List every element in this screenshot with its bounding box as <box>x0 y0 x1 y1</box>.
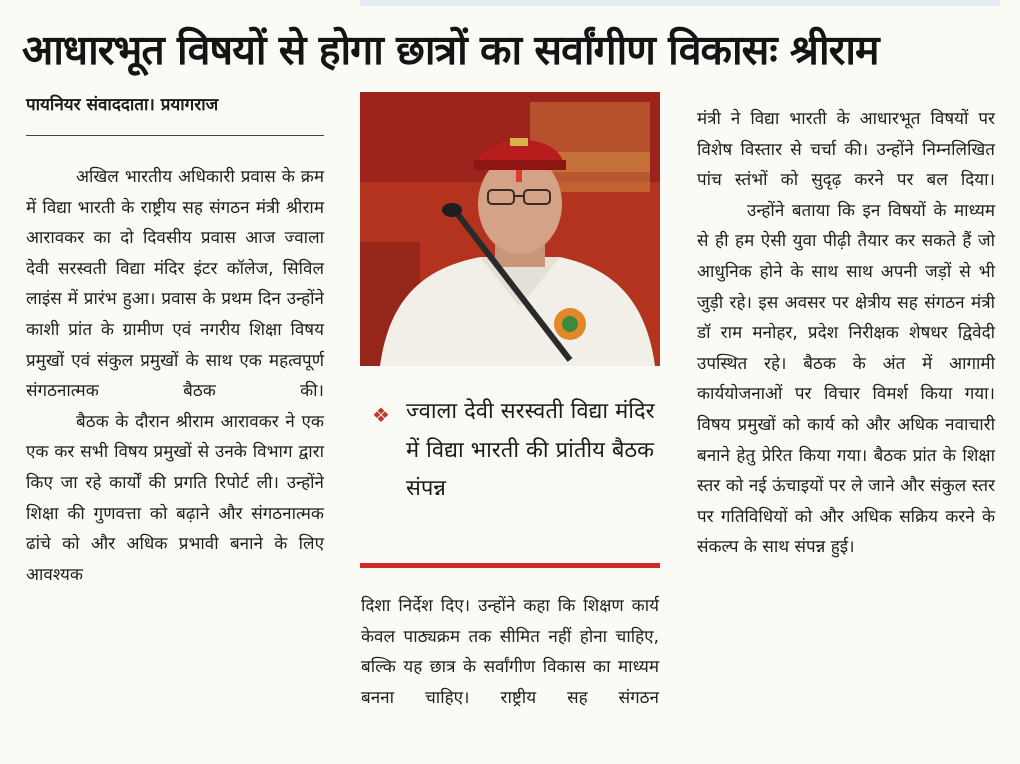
article-column-3 <box>697 104 995 563</box>
byline-divider <box>26 135 324 136</box>
diamond-ornament-icon: ❖ <box>372 403 390 427</box>
paragraph: अखिल भारतीय अधिकारी प्रवास के क्रम में विद्या भारती के राष्ट्रीय सह संगठन मंत्री श्रीराम आरावकर का दो दिवसीय प्रवास आज ज्वाला देवी सरस्वती विद्या मंदिर इंटर कॉलेज, सिविल लाइंस में प्रारंभ हुआ। प्रवास के प्रथम दिन उन्होंने काशी प्रांत के ग्रामीण एवं नगरीय शिक्षा विषय प्रमुखों एवं संकुल प्रमुखों के साथ एक महत्वपूर्ण संगठनात्मक बैठक की। <box>26 167 324 402</box>
top-color-strip <box>360 0 1000 6</box>
article-column-2 <box>361 591 659 713</box>
pull-quote-text: ज्वाला देवी सरस्वती विद्या मंदिर में विद्या भारती की प्रांतीय बैठक संपन्न <box>406 399 655 501</box>
paragraph: मंत्री ने विद्या भारती के आधारभूत विषयों पर विशेष विस्तार से चर्चा की। उन्होंने निम्नलिखित पांच स्तंभों को सुदृढ़ करने पर बल दिया। <box>697 109 995 191</box>
paragraph: बैठक के दौरान श्रीराम आरावकर ने एक एक कर सभी विषय प्रमुखों से उनके विभाग द्वारा किए जा रहे कार्यों की प्रगति रिपोर्ट ली। उन्होंने शिक्षा की गुणवत्ता को बढ़ाने और संगठनात्मक ढांचे को और अधिक प्रभावी बनाने के लिए आवश्यक <box>26 411 324 585</box>
speaker-photo <box>360 92 660 366</box>
paragraph: उन्होंने बताया कि इन विषयों के माध्यम से ही हम ऐसी युवा पीढ़ी तैयार कर सकते हैं जो आधुनिक होने के साथ साथ अपनी जड़ों से भी जुड़ी रहे। इस अवसर पर क्षेत्रीय सह संगठन मंत्री डॉ राम मनोहर, प्रदेश निरीक्षक शेषधर द्विवेदी उपस्थित रहे। बैठक के अंत में आगामी कार्ययोजनाओं पर विचार विमर्श किया गया। विषय प्रमुखों को कार्य को और अधिक नवाचारी बनाने हेतु प्रेरित किया गया। बैठक प्रांत के शिक्षा स्तर को नई ऊंचाइयों पर ले जाने और संकुल स्तर पर गतिविधियों को और अधिक सक्रिय करने के संकल्प के साथ संपन्न हुई। <box>697 200 995 558</box>
headline: आधारभूत विषयों से होगा छात्रों का सर्वांगीण विकासः श्रीराम <box>22 26 879 74</box>
pull-quote-rule <box>360 563 660 568</box>
byline: पायनियर संवाददाता। प्रयागराज <box>26 95 219 115</box>
article-column-1 <box>26 162 324 590</box>
pull-quote <box>370 393 660 509</box>
paragraph: दिशा निर्देश दिए। उन्होंने कहा कि शिक्षण कार्य केवल पाठ्यक्रम तक सीमित नहीं होना चाहिए, बल्कि यह छात्र के सर्वांगीण विकास का माध्यम बनना चाहिए। राष्ट्रीय सह संगठन <box>361 596 659 708</box>
